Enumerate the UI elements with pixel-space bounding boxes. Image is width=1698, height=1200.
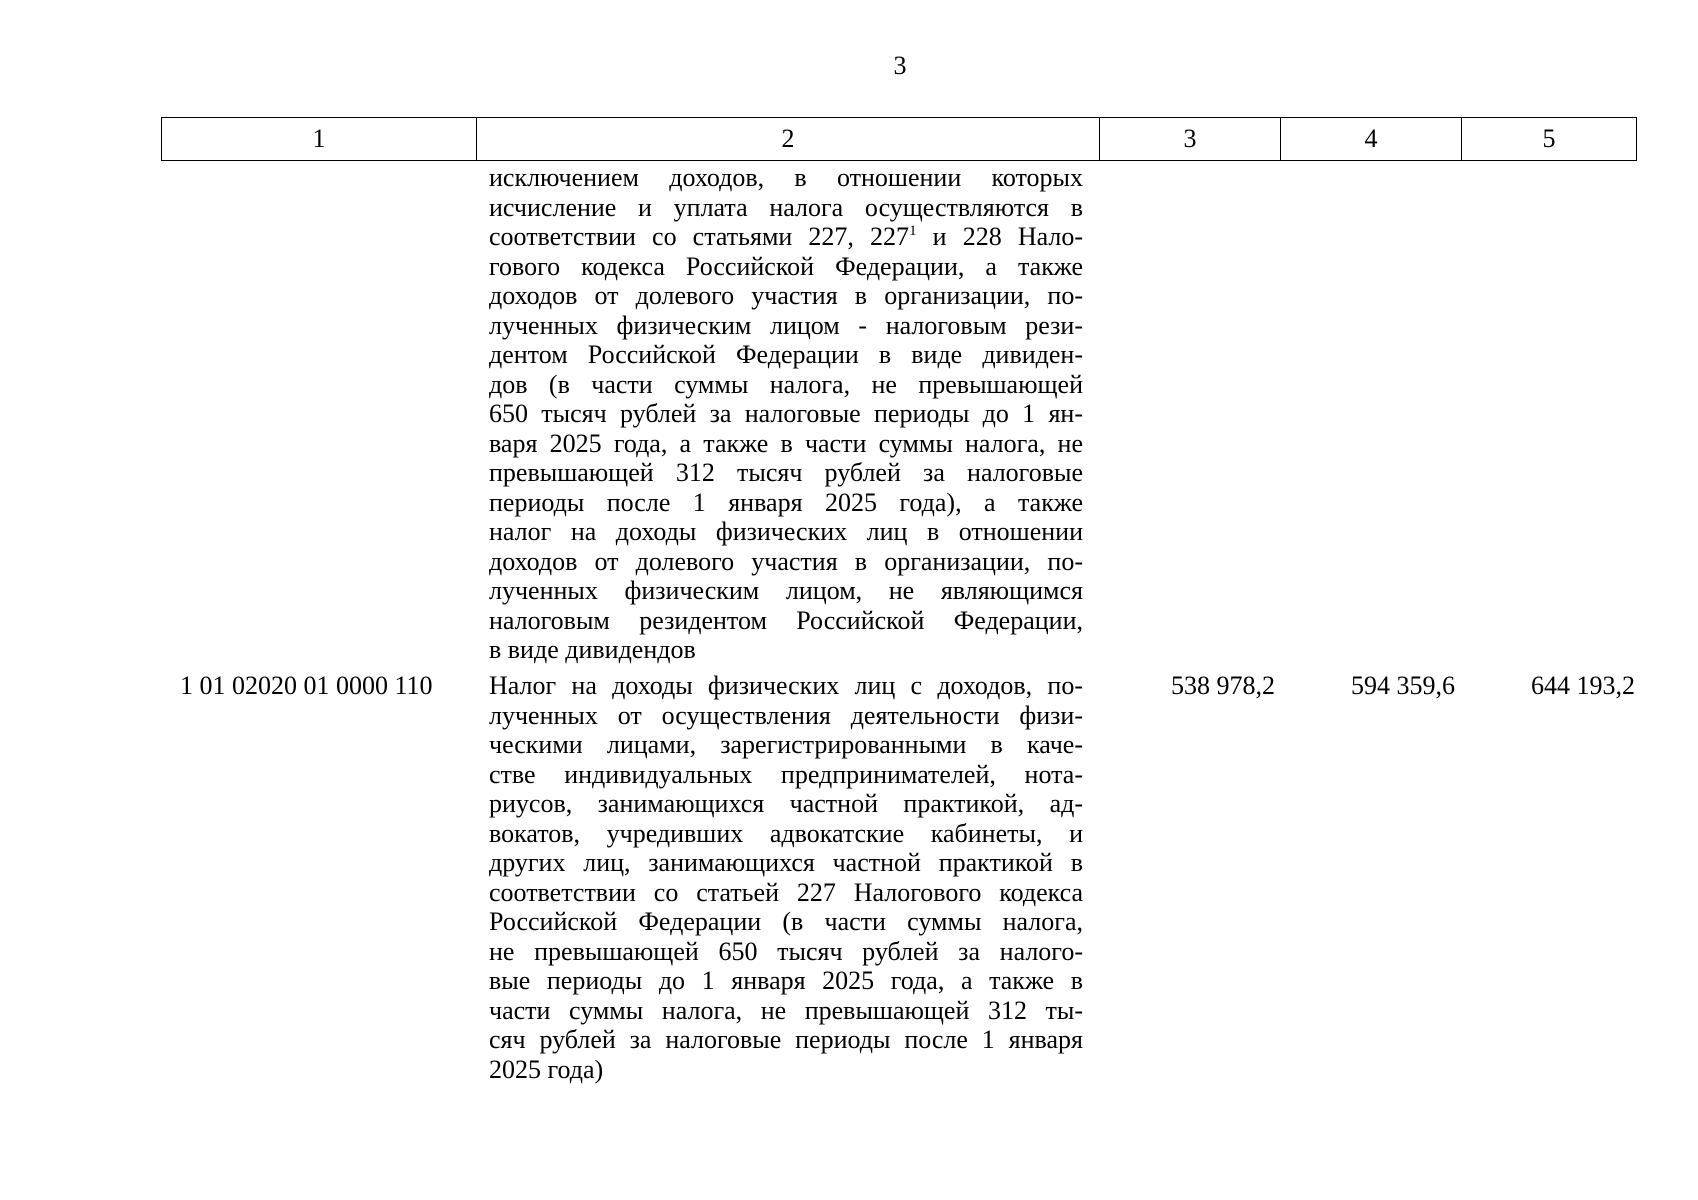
description-line: Налог на доходы физических лиц с доходов, по- <box>489 671 1083 700</box>
row-value-col-3: 538 978,2 <box>1171 671 1275 700</box>
header-col-4: 4 <box>1281 118 1462 161</box>
continuation-line: превышающей 312 тысяч рублей за налоговые <box>489 458 1083 487</box>
description-line: других лиц, занимающихся частной практикой в <box>489 848 1083 877</box>
continuation-text <box>489 163 1083 665</box>
description-line: вые периоды до 1 января 2025 года, а также в <box>489 966 1083 995</box>
description-line: вокатов, учредивших адвокатские кабинеты, и <box>489 818 1083 848</box>
continuation-line: налоговым резидентом Российской Федерации, <box>489 605 1083 635</box>
description-line: Российской Федерации (в части суммы налога, <box>489 907 1083 936</box>
continuation-line-with-sup <box>489 222 1083 252</box>
continuation-line-tail: и 228 Нало- <box>916 222 1083 251</box>
header-col-2: 2 <box>477 118 1100 161</box>
description-line: ческими лицами, зарегистрированными в каче- <box>489 730 1083 759</box>
header-col-3: 3 <box>1100 118 1281 161</box>
description-line: сяч рублей за налоговые периоды после 1 января <box>489 1025 1083 1054</box>
description-line: соответствии со статьей 227 Налогового кодекса <box>489 877 1083 907</box>
continuation-line: исчисление и уплата налога осуществляются в <box>489 192 1083 222</box>
header-col-5: 5 <box>1462 118 1637 161</box>
continuation-line: доходов от долевого участия в организации, по- <box>489 281 1083 310</box>
continuation-line: лученных физическим лицом, не являющимся <box>489 576 1083 605</box>
description-line: риусов, занимающихся частной практикой, ад- <box>489 789 1083 818</box>
continuation-line: варя 2025 года, а также в части суммы налога, не <box>489 428 1083 458</box>
continuation-line: исключением доходов, в отношении которых <box>489 163 1083 192</box>
row-value-col-4: 594 359,6 <box>1351 671 1455 700</box>
continuation-line: дов (в части суммы налога, не превышающей <box>489 369 1083 399</box>
description-line: не превышающей 650 тысяч рублей за налого- <box>489 936 1083 966</box>
continuation-line: доходов от долевого участия в организации, по- <box>489 546 1083 576</box>
description-line: 2025 года) <box>489 1054 604 1084</box>
header-col-1: 1 <box>162 118 477 161</box>
description-line: стве индивидуальных предпринимателей, нота- <box>489 759 1083 789</box>
continuation-line: дентом Российской Федерации в виде дивиден- <box>489 340 1083 369</box>
row-value-col-5: 644 193,2 <box>1531 671 1635 700</box>
continuation-line: лученных физическим лицом - налоговым рези- <box>489 310 1083 340</box>
header-row <box>162 118 1637 161</box>
continuation-line: периоды после 1 января 2025 года), а также <box>489 487 1083 517</box>
description-line: части суммы налога, не превышающей 312 ты- <box>489 995 1083 1025</box>
continuation-line: гового кодекса Российской Федерации, а также <box>489 251 1083 281</box>
description-line: лученных от осуществления деятельности физи- <box>489 700 1083 730</box>
superscript: 1 <box>909 223 917 239</box>
continuation-line: в виде дивидендов <box>489 635 696 664</box>
continuation-line: 650 тысяч рублей за налоговые периоды до 1 ян- <box>489 399 1083 428</box>
row-code: 1 01 02020 01 0000 110 <box>180 671 433 700</box>
continuation-line-start: соответствии со статьями 227, 227 <box>489 222 910 251</box>
row-description <box>489 671 1083 1084</box>
page-number: 3 <box>893 51 907 80</box>
continuation-line: налог на доходы физических лиц в отношении <box>489 517 1083 546</box>
table-header <box>161 117 1637 161</box>
